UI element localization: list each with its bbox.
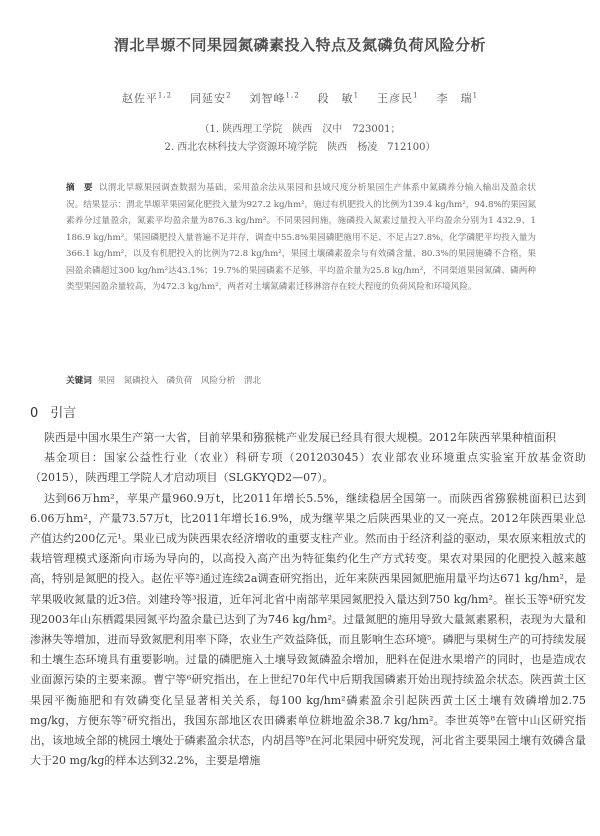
body-paragraph: 达到66万hm²，苹果产量960.9万t，比2011年增长5.5%，继续稳居全国第一。而陕西省猕猴桃面积已达到6.06万hm²，产量73.57万t，比2011年增长16.9%，成为继苹果之后陕西果业的又一亮点。2012年陕西果业总产值达约200亿元¹。果业已成为陕西果农经济增收的重要支柱产业。然而由于经济利益的驱动，果农原来粗放式的栽培管理模式逐渐向市场为导向的，以高投入高产出为特征集约化生产方式转变。果农对果园的化肥投入越来越高，特别是氮肥的投入。赵佐平等²通过连续2a调查研究指出，近年来陕西果园氮肥施用量平均达671 kg/hm²，是苹果吸收氮量的近3倍。刘建玲等³报道，近年河北省中南部苹果园氮肥投入量达到750 kg/hm²。崔长玉等⁴研究发现2003年山东栖霞果园氮平均盈余量已达到了为746 kg/hm²。过量氮肥的施用导致大量氮素累积，表现为大量和渗淋失等增加，进而导致氮肥利用率下降，农业生产效益降低，而且影响生态环境⁵。磷肥与果树生产的可持续发展和土壤生态环境具有重要影响。过量的磷肥施入土壤导致氮磷盈余增加，肥料在促进水果增产的同时，也是造成农业面源污染的主要来源。曹宁等⁶研究指出，在上世纪70年代中后期我国磷素开始出现持续盈余状态。陕西黄土区果园平衡施肥和有效磷变化呈显著相关关系，每100 kg/hm²磷素盈余引起陕西黄土区土壤有效磷增加2.75 mg/kg，方便东等⁷研究指出，我国东部地区农田磷素单位耕地盈余38.7 kg/hm²。李世英等⁸在管中山区研究指出，该地域全部的桃园土壤处于磷素盈余状态，内胡昌等⁹在河北果园中研究发现，河北省主要果园土壤有效磷含量大于20 mg/kg的样本达到32.2%，主要是增施 — [30, 491, 586, 768]
section-title: 引言 — [50, 406, 77, 421]
keywords-text: 果园 氮磷投入 磷负荷 风险分析 渭北 — [97, 376, 262, 386]
author: 李 瑞$^1$ — [436, 91, 479, 105]
author: 段 敏$^1$ — [317, 91, 360, 105]
abstract-label: 摘 要 — [66, 183, 93, 193]
section-heading — [30, 402, 76, 421]
author: 王彦民$^1$ — [377, 91, 419, 105]
author-list — [0, 90, 600, 106]
abstract — [66, 180, 536, 296]
affiliation-1: （1. 陕西理工学院 陕西 汉中 723001； — [199, 124, 401, 135]
keywords-label: 关键词 — [66, 376, 92, 386]
keywords — [66, 374, 536, 386]
author: 刘智峰$^{1,2}$ — [249, 91, 300, 105]
body-paragraph: 陕西是中国水果生产第一大省，目前苹果和猕猴桃产业发展已经具有很大规模。2012年陕西苹果种植面积 — [44, 431, 556, 444]
author: 赵佐平$^{1,2}$ — [121, 91, 173, 105]
body-text — [30, 428, 586, 771]
abstract-text: 以渭北旱塬果园调查数据为基础，采用盈余法从果园和县域尺度分析果园生产体系中氮磷养分输入输出及盈余状况。结果显示：渭北旱塬苹果园氮化肥投入量为927.2 kg/hm²，施过有机肥投入的比例为139.4 kg/hm²，94.8%的果园氮素养分过量盈余，氮素平均盈余量为876.3 kg/hm²。不同果园间施，施磷投入氮素过量投入平均盈余分别为1 432.9、1 186.9 kg/hm²。果园磷肥投入量普遍不足并存，调查中55.8%果园磷肥施用不足、不足占27.8%，化学磷肥平均投入量为366.1 kg/hm²，以及有机肥投入的比例为72.8 kg/hm²，果园土壤磷素盈余与有效磷含量，80.3%的果园施磷不合格，果园盈余磷超过300 kg/hm²达43.1%；19.7%的果园磷素不足够，平均盈余量为25.8 kg/hm²，不同渠道果园氮磷、磷两种类型果园盈余量较高，为472.3 kg/hm²，两者对土壤氮磷素迁移淋溶存在较大程度的负荷风险和环境风险。 — [66, 183, 536, 292]
paper-title: 渭北旱塬不同果园氮磷素投入特点及氮磷负荷风险分析 — [113, 36, 486, 54]
author: 同延安$^2$ — [190, 91, 232, 105]
section-number: 0 — [30, 406, 39, 421]
funding-note: 基金项目：国家公益性行业（农业）科研专项（201203045）农业部农业环境重点实验室开放基金资助（2015），陕西理工学院人才启动项目（SLGKYQD2—07）。 — [30, 451, 586, 485]
affiliation-2: 2. 西北农林科技大学资源环境学院 陕西 杨凌 712100） — [164, 142, 436, 153]
